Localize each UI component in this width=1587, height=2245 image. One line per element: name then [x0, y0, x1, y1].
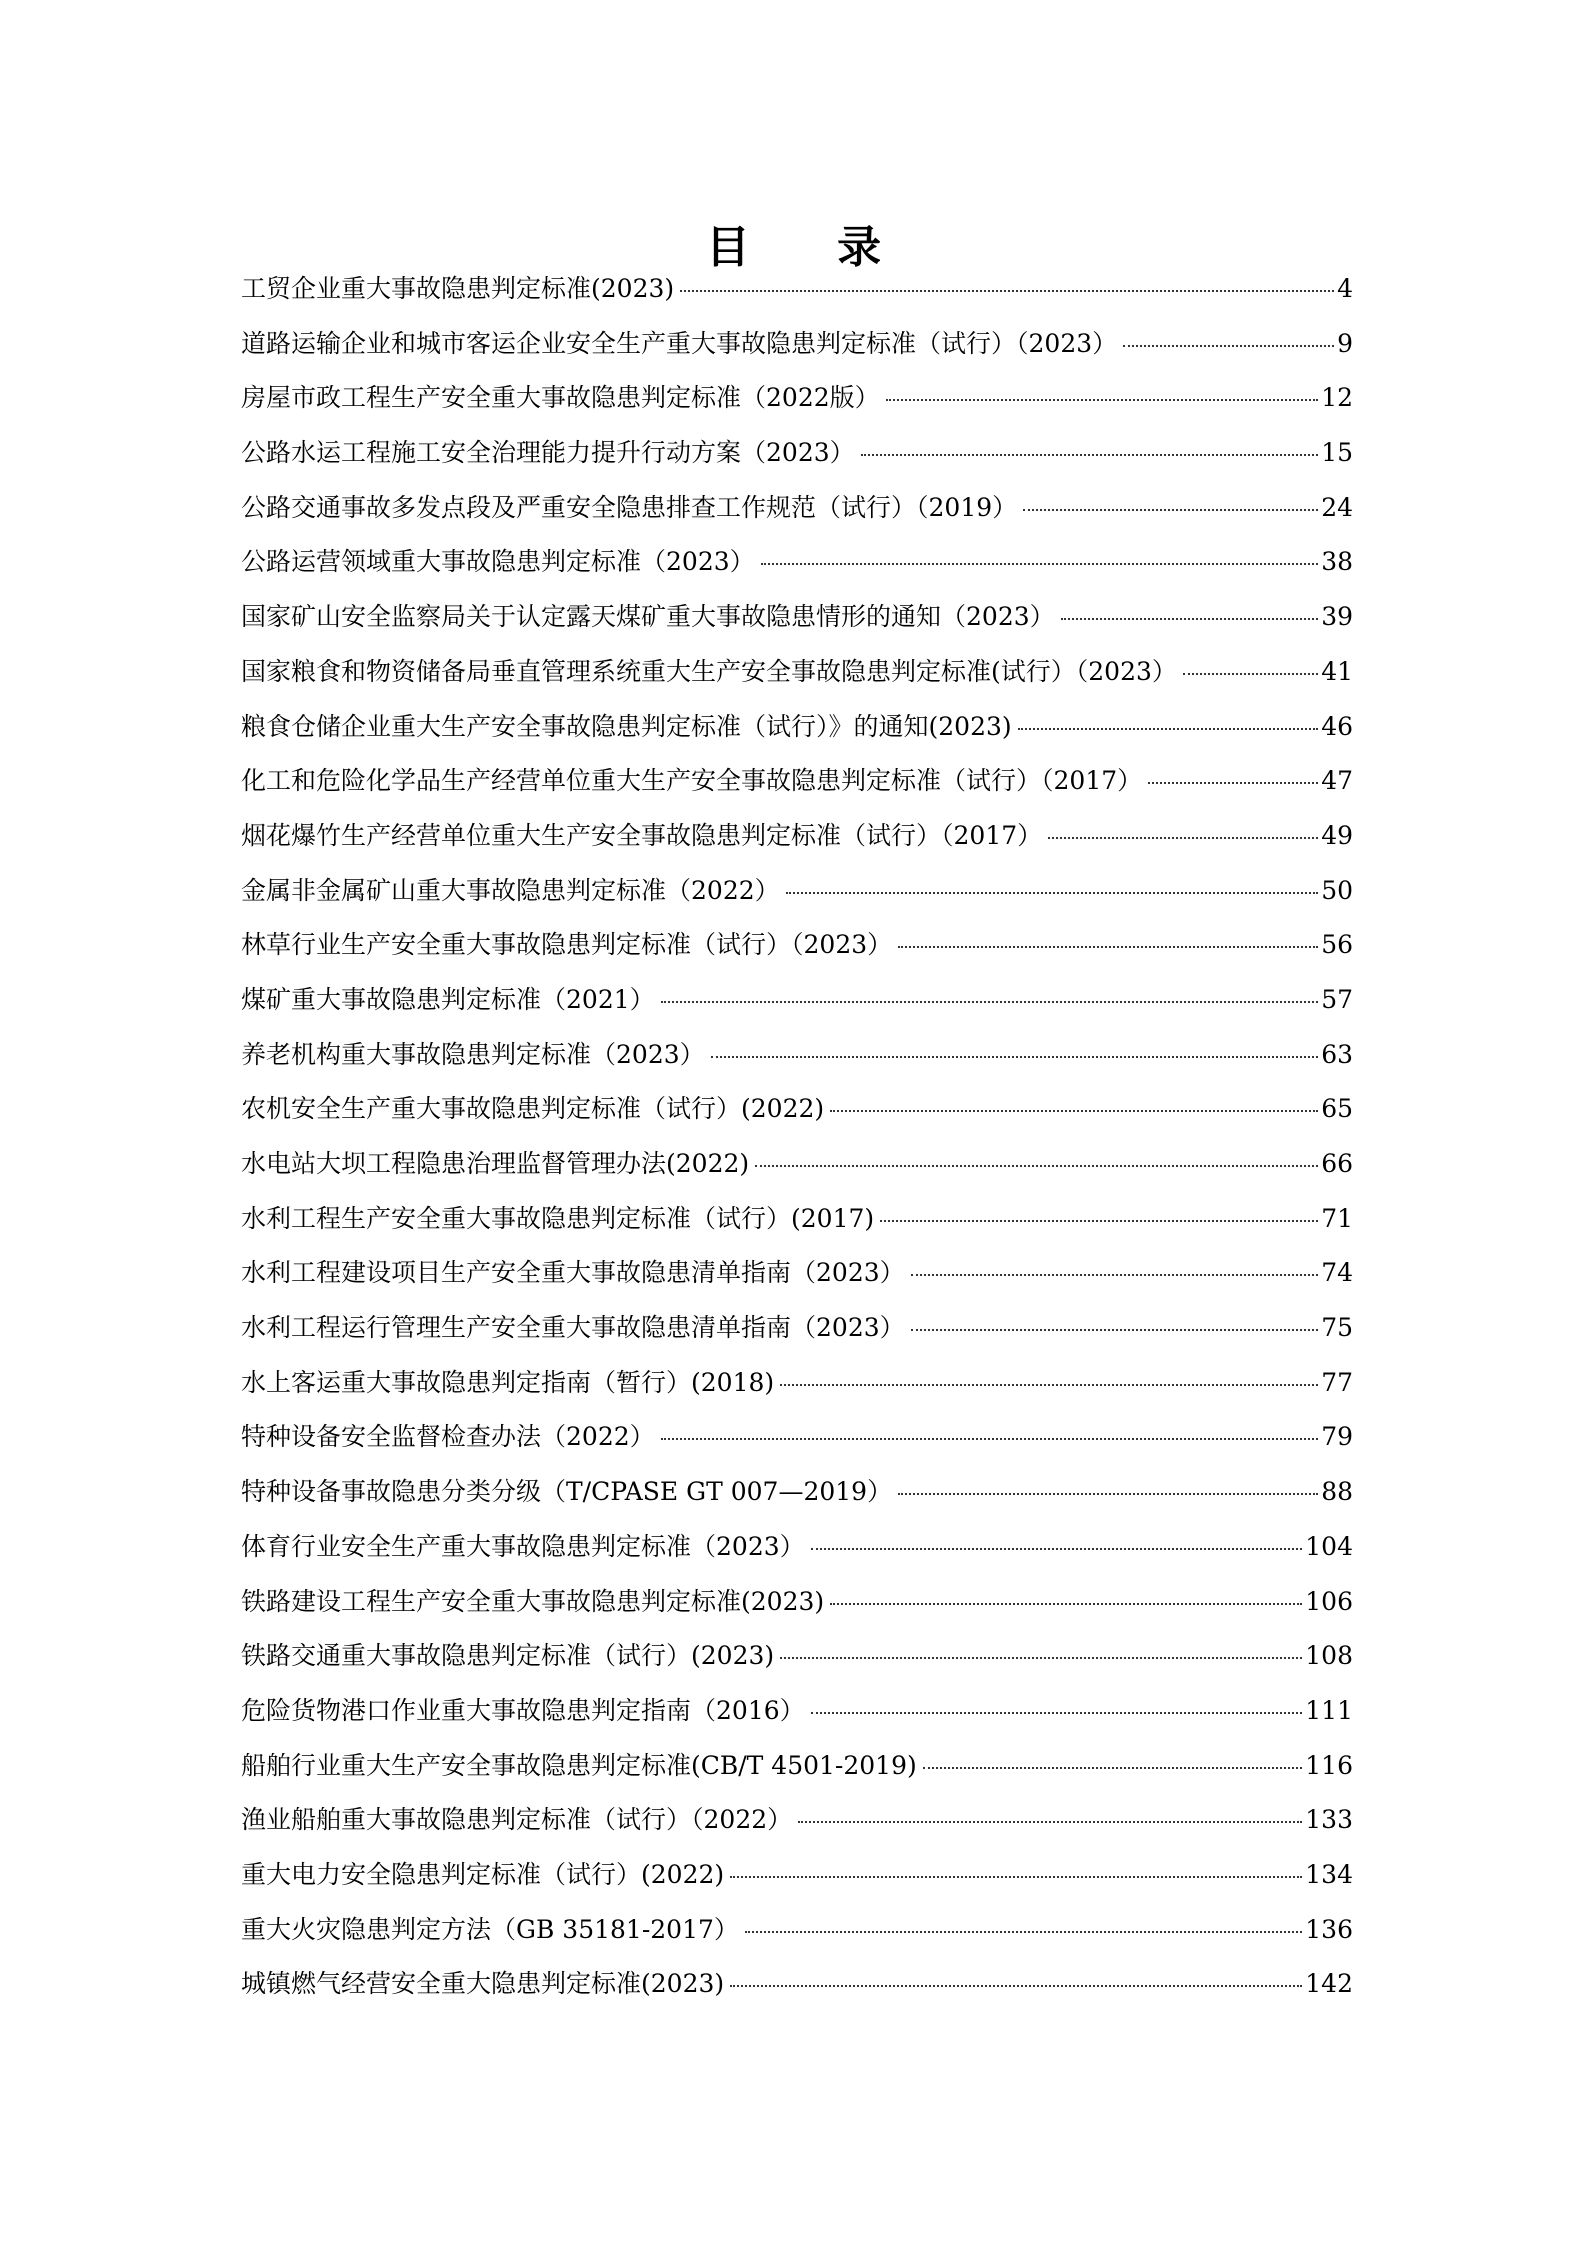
toc-dot-leader: [811, 1547, 1303, 1550]
toc-entry[interactable]: [241, 1082, 1353, 1137]
toc-entry[interactable]: [241, 1684, 1353, 1739]
toc-entry-page-number: 4: [1337, 274, 1353, 303]
toc-entry[interactable]: [241, 1356, 1353, 1411]
toc-dot-leader: [730, 1875, 1302, 1878]
toc-entry[interactable]: [241, 918, 1353, 973]
toc-dot-leader: [1148, 781, 1318, 784]
toc-entry[interactable]: [241, 700, 1353, 755]
toc-dot-leader: [830, 1602, 1302, 1605]
toc-entry-page-number: 108: [1305, 1641, 1353, 1671]
toc-entry-title: 特种设备事故隐患分类分级（T/CPASE GT 007—2019）: [241, 1477, 893, 1507]
toc-entry-page-number: 50: [1321, 875, 1353, 905]
toc-entry-title: 水利工程生产安全重大事故隐患判定标准（试行）(2017): [241, 1203, 875, 1233]
toc-entry-title: 烟花爆竹生产经营单位重大生产安全事故隐患判定标准（试行）（2017）: [241, 820, 1043, 850]
toc-entry-page-number: 15: [1321, 438, 1353, 468]
toc-entry-page-number: 106: [1305, 1586, 1353, 1616]
toc-entry-page-number: 65: [1321, 1094, 1353, 1124]
toc-entry-title: 国家粮食和物资储备局垂直管理系统重大生产安全事故隐患判定标准(试行）（2023）: [241, 656, 1177, 686]
toc-entry[interactable]: [241, 1246, 1353, 1301]
toc-entry-title: 重大火灾隐患判定方法（GB 35181-2017）: [241, 1914, 739, 1944]
toc-entry-title: 工贸企业重大事故隐患判定标准(2023): [241, 274, 675, 303]
toc-dot-leader: [923, 1766, 1303, 1769]
toc-entry[interactable]: [241, 1301, 1353, 1356]
toc-entry-title: 船舶行业重大生产安全事故隐患判定标准(CB/T 4501-2019): [241, 1750, 917, 1780]
toc-heading: 目 录: [705, 222, 918, 274]
toc-dot-leader: [1123, 344, 1334, 347]
toc-entry[interactable]: [241, 1957, 1353, 2012]
toc-entry-page-number: 75: [1321, 1313, 1353, 1343]
toc-entry-title: 水利工程建设项目生产安全重大事故隐患清单指南（2023）: [241, 1258, 905, 1288]
toc-dot-leader: [1048, 836, 1318, 839]
toc-entry[interactable]: [241, 1903, 1353, 1958]
toc-dot-leader: [755, 1164, 1318, 1167]
toc-entry-page-number: 77: [1321, 1367, 1353, 1397]
toc-entry[interactable]: [241, 371, 1353, 426]
toc-dot-leader: [786, 891, 1319, 894]
toc-dot-leader: [661, 1000, 1319, 1003]
toc-list: [241, 262, 1353, 2012]
toc-entry-title: 水上客运重大事故隐患判定指南（暂行）(2018): [241, 1367, 775, 1397]
toc-entry-page-number: 133: [1305, 1805, 1353, 1835]
toc-entry-title: 城镇燃气经营安全重大隐患判定标准(2023): [241, 1969, 725, 1999]
toc-dot-leader: [898, 945, 1318, 948]
toc-dot-leader: [680, 289, 1334, 292]
toc-entry-page-number: 49: [1321, 820, 1353, 850]
toc-entry-title: 公路交通事故多发点段及严重安全隐患排查工作规范（试行）（2019）: [241, 492, 1018, 522]
toc-dot-leader: [780, 1383, 1318, 1386]
toc-entry-page-number: 111: [1305, 1695, 1353, 1725]
toc-entry-page-number: 136: [1305, 1914, 1353, 1944]
toc-entry[interactable]: [241, 481, 1353, 536]
toc-entry[interactable]: [241, 864, 1353, 919]
toc-entry-title: 体育行业安全生产重大事故隐患判定标准（2023）: [241, 1531, 805, 1561]
toc-dot-leader: [886, 398, 1319, 401]
toc-entry[interactable]: [241, 645, 1353, 700]
toc-dot-leader: [661, 1437, 1319, 1440]
toc-dot-leader: [1061, 617, 1319, 620]
toc-entry-page-number: 39: [1321, 602, 1353, 632]
toc-entry[interactable]: [241, 1520, 1353, 1575]
toc-entry-title: 林草行业生产安全重大事故隐患判定标准（试行）（2023）: [241, 930, 893, 960]
toc-entry-page-number: 74: [1321, 1258, 1353, 1288]
toc-dot-leader: [711, 1055, 1319, 1058]
toc-entry-page-number: 79: [1321, 1422, 1353, 1452]
toc-dot-leader: [861, 453, 1319, 456]
toc-entry-page-number: 63: [1321, 1039, 1353, 1069]
toc-entry-title: 化工和危险化学品生产经营单位重大生产安全事故隐患判定标准（试行）（2017）: [241, 766, 1143, 796]
toc-dot-leader: [911, 1328, 1319, 1331]
toc-entry-title: 国家矿山安全监察局关于认定露天煤矿重大事故隐患情形的通知（2023）: [241, 602, 1055, 632]
toc-entry-page-number: 57: [1321, 984, 1353, 1014]
toc-entry-title: 养老机构重大事故隐患判定标准（2023）: [241, 1039, 705, 1069]
toc-entry-title: 铁路建设工程生产安全重大事故隐患判定标准(2023): [241, 1586, 825, 1616]
toc-entry-title: 公路运营领域重大事故隐患判定标准（2023）: [241, 547, 755, 577]
toc-entry-title: 道路运输企业和城市客运企业安全生产重大事故隐患判定标准（试行）（2023）: [241, 328, 1118, 358]
toc-entry-page-number: 24: [1321, 492, 1353, 522]
toc-entry-title: 渔业船舶重大事故隐患判定标准（试行）（2022）: [241, 1805, 793, 1835]
toc-entry[interactable]: [241, 1137, 1353, 1192]
toc-entry-title: 金属非金属矿山重大事故隐患判定标准（2022）: [241, 875, 780, 905]
toc-dot-leader: [761, 562, 1319, 565]
toc-entry[interactable]: [241, 809, 1353, 864]
toc-entry-title: 重大电力安全隐患判定标准（试行）(2022): [241, 1859, 725, 1889]
toc-entry[interactable]: [241, 317, 1353, 372]
toc-entry[interactable]: [241, 973, 1353, 1028]
toc-dot-leader: [911, 1273, 1319, 1276]
toc-dot-leader: [798, 1820, 1302, 1823]
toc-dot-leader: [745, 1930, 1302, 1933]
toc-entry-title: 房屋市政工程生产安全重大事故隐患判定标准（2022版）: [241, 383, 880, 413]
toc-entry[interactable]: [241, 1575, 1353, 1630]
toc-entry-title: 水电站大坝工程隐患治理监督管理办法(2022): [241, 1149, 750, 1178]
toc-dot-leader: [730, 1984, 1302, 1987]
toc-entry-title: 粮食仓储企业重大生产安全事故隐患判定标准（试行）》的通知(2023): [241, 711, 1012, 741]
toc-entry-page-number: 9: [1337, 328, 1353, 358]
toc-entry[interactable]: [241, 1192, 1353, 1247]
toc-entry[interactable]: [241, 1848, 1353, 1903]
toc-dot-leader: [1018, 727, 1319, 730]
toc-entry-page-number: 12: [1321, 383, 1353, 413]
toc-entry-title: 危险货物港口作业重大事故隐患判定指南（2016）: [241, 1695, 805, 1725]
toc-entry-title: 煤矿重大事故隐患判定标准（2021）: [241, 984, 655, 1014]
toc-entry-page-number: 56: [1321, 930, 1353, 960]
toc-entry[interactable]: [241, 1410, 1353, 1465]
toc-entry-page-number: 46: [1321, 711, 1353, 741]
toc-entry-title: 特种设备安全监督检查办法（2022）: [241, 1422, 655, 1452]
toc-entry[interactable]: [241, 1629, 1353, 1684]
toc-entry[interactable]: [241, 1793, 1353, 1848]
toc-entry-page-number: 47: [1321, 766, 1353, 796]
toc-entry-page-number: 71: [1321, 1203, 1353, 1233]
toc-dot-leader: [1183, 672, 1318, 675]
toc-entry-title: 铁路交通重大事故隐患判定标准（试行）(2023): [241, 1641, 775, 1671]
toc-entry[interactable]: [241, 754, 1353, 809]
toc-entry[interactable]: [241, 426, 1353, 481]
toc-entry-page-number: 41: [1321, 656, 1353, 686]
toc-dot-leader: [880, 1219, 1318, 1222]
toc-entry-page-number: 104: [1305, 1531, 1353, 1561]
toc-entry[interactable]: [241, 262, 1353, 317]
toc-entry-title: 公路水运工程施工安全治理能力提升行动方案（2023）: [241, 438, 855, 468]
toc-entry-page-number: 38: [1321, 547, 1353, 577]
toc-entry-page-number: 134: [1305, 1859, 1353, 1889]
toc-entry-page-number: 142: [1305, 1969, 1353, 1999]
toc-entry-page-number: 116: [1305, 1750, 1353, 1780]
toc-dot-leader: [811, 1711, 1303, 1714]
toc-dot-leader: [830, 1109, 1318, 1112]
toc-dot-leader: [780, 1656, 1302, 1659]
toc-entry[interactable]: [241, 535, 1353, 590]
toc-dot-leader: [898, 1492, 1318, 1495]
toc-entry[interactable]: [241, 1465, 1353, 1520]
toc-entry[interactable]: [241, 1739, 1353, 1794]
toc-entry[interactable]: [241, 1028, 1353, 1083]
toc-entry-page-number: 66: [1321, 1149, 1353, 1178]
toc-entry-title: 水利工程运行管理生产安全重大事故隐患清单指南（2023）: [241, 1313, 905, 1343]
toc-entry-page-number: 88: [1321, 1477, 1353, 1507]
toc-entry[interactable]: [241, 590, 1353, 645]
toc-dot-leader: [1023, 508, 1318, 511]
toc-entry-title: 农机安全生产重大事故隐患判定标准（试行）(2022): [241, 1094, 825, 1124]
